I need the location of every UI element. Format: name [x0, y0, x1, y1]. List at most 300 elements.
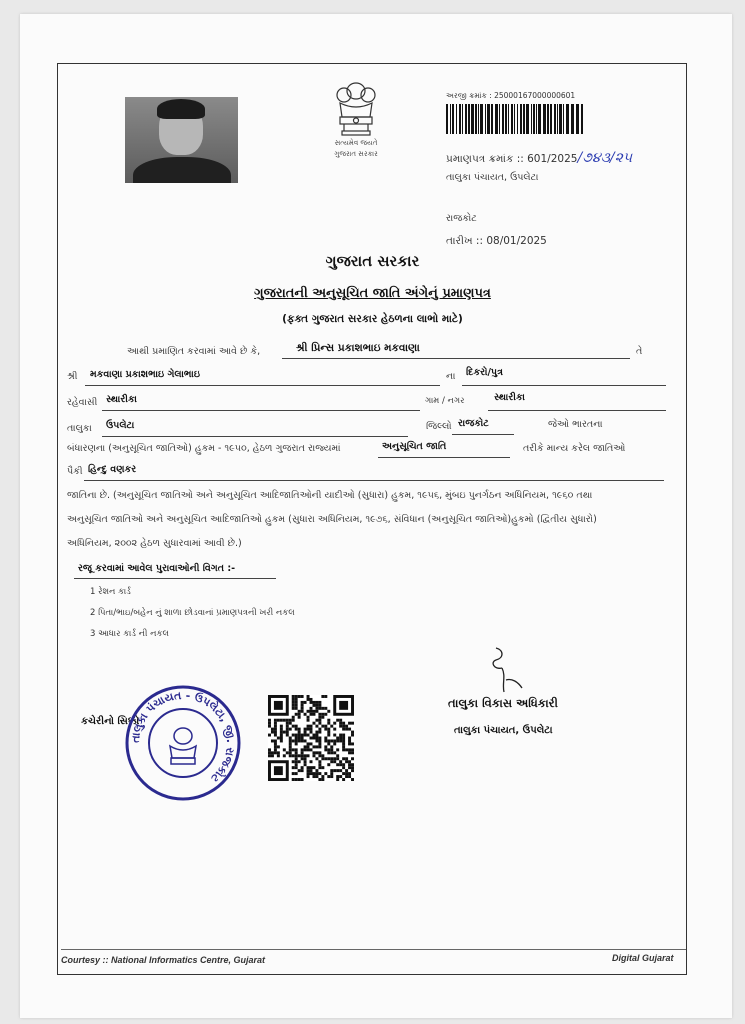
qr-module [310, 760, 313, 763]
qr-module [289, 751, 292, 754]
qr-module [289, 748, 292, 751]
qr-module [295, 763, 298, 766]
qr-module [277, 719, 280, 722]
qr-module [336, 719, 339, 722]
relation-underline [462, 385, 666, 386]
barcode-bar [475, 104, 477, 134]
qr-module [351, 742, 354, 745]
qr-module [274, 731, 277, 734]
barcode-bar [536, 104, 537, 134]
qr-module [312, 772, 315, 775]
qr-module [280, 731, 283, 734]
qr-module [327, 719, 330, 722]
qr-module [318, 772, 321, 775]
qr-module [289, 745, 292, 748]
qr-module [324, 695, 327, 698]
shri-word: શ્રી [67, 371, 78, 382]
barcode-bar [450, 104, 451, 134]
qr-module [277, 745, 280, 748]
qr-module [295, 734, 298, 737]
barcode-bar [531, 104, 532, 134]
qr-module [345, 725, 348, 728]
qr-module [271, 751, 274, 754]
qr-module [301, 748, 304, 751]
qr-module [307, 766, 310, 769]
qr-module [286, 719, 289, 722]
qr-module [339, 722, 342, 725]
qr-module [268, 751, 271, 754]
qr-module [274, 766, 283, 775]
qr-module [289, 719, 292, 722]
qr-module [280, 734, 283, 737]
qr-module [295, 713, 298, 716]
qr-module [336, 775, 339, 778]
qr-module [318, 707, 321, 710]
qr-module [318, 760, 321, 763]
qr-module [307, 725, 310, 728]
qr-module [348, 751, 351, 754]
qr-module [268, 725, 271, 728]
qr-module [292, 719, 295, 722]
barcode-bar [526, 104, 529, 134]
barcode-bar [495, 104, 498, 134]
barcode-bar [485, 104, 486, 134]
barcode [446, 104, 584, 134]
qr-module [315, 725, 318, 728]
qr-module [274, 728, 277, 731]
qr-module [339, 769, 342, 772]
qr-module [310, 713, 313, 716]
qr-module [315, 769, 318, 772]
legal-paragraph-line: જાતિના છે. (અનુસૂચિત જાતિઓ અને અનુસૂચિત આદિજાતિઓની યાદીઓ (સુધારા) હુકમ, ૧૯૫૬, મુંબઇ પુનર્ગઠન અધિનિયમ, ૧૯૬૦ તથા [67, 490, 593, 501]
barcode-bar [502, 104, 504, 134]
qr-module [271, 731, 274, 734]
barcode-bar [480, 104, 483, 134]
qr-module [268, 734, 271, 737]
barcode-bar [505, 104, 507, 134]
qr-module [304, 745, 307, 748]
qr-module [274, 751, 277, 754]
qr-module [307, 775, 310, 778]
qr-module [295, 766, 298, 769]
qr-module [336, 748, 339, 751]
qr-module [315, 772, 318, 775]
constitution-text: બંધારણના (અનુસૂચિત જાતિઓ) હુકમ - ૧૯૫૦, હેઠળ ગુજરાત રાજ્યમાં [67, 443, 341, 454]
qr-module [277, 751, 280, 754]
qr-module [327, 748, 330, 751]
qr-module [280, 737, 283, 740]
qr-module [312, 734, 315, 737]
qr-module [339, 737, 342, 740]
qr-module [312, 710, 315, 713]
qr-module [307, 698, 310, 701]
issue-date: તારીખ :: 08/01/2025 [446, 235, 547, 247]
qr-module [307, 772, 310, 775]
qr-module [330, 769, 333, 772]
qr-module [324, 728, 327, 731]
qr-module [310, 725, 313, 728]
qr-module [348, 728, 351, 731]
qr-module [324, 707, 327, 710]
barcode-bar [452, 104, 454, 134]
qr-module [342, 739, 345, 742]
barcode-bar [550, 104, 552, 134]
qr-module [292, 695, 295, 698]
qr-module [345, 748, 348, 751]
qr-module [274, 719, 277, 722]
qr-module [280, 725, 283, 728]
qr-module [301, 737, 304, 740]
qr-module [304, 760, 307, 763]
state-emblem-icon [326, 77, 386, 137]
qr-module [283, 731, 286, 734]
barcode-bar [508, 104, 509, 134]
qr-module [312, 701, 315, 704]
qr-module [298, 716, 301, 719]
qr-module [351, 769, 354, 772]
qr-module [342, 742, 345, 745]
qr-module [330, 772, 333, 775]
barcode-bar [456, 104, 457, 134]
qr-module [333, 734, 336, 737]
legal-paragraph-line: અધિનિયમ, ૨૦૦૨ હેઠળ સુધારવામાં આવી છે.) [67, 538, 242, 549]
qr-module [295, 698, 298, 701]
qr-module [321, 778, 324, 781]
qr-module [307, 710, 310, 713]
qr-module [298, 769, 301, 772]
qr-module [312, 737, 315, 740]
qr-module [348, 737, 351, 740]
qr-module [345, 757, 348, 760]
barcode-bar [554, 104, 556, 134]
header-district: રાજકોટ [446, 213, 477, 224]
qr-module [318, 713, 321, 716]
qr-module [277, 754, 280, 757]
qr-module [301, 701, 304, 704]
qr-module [321, 725, 324, 728]
qr-module [298, 778, 301, 781]
qr-module [336, 754, 339, 757]
footer-courtesy: Courtesy :: National Informatics Centre, Gujarat [61, 955, 266, 965]
office-seal-label: કચેરીનો સિક્કો [81, 716, 140, 727]
qr-module [310, 772, 313, 775]
qr-module [315, 719, 318, 722]
qr-module [301, 739, 304, 742]
qr-module [286, 725, 289, 728]
qr-module [321, 754, 324, 757]
certify-prefix: આથી પ્રમાણિત કરવામાં આવે છે કે, [127, 346, 261, 357]
qr-module [301, 734, 304, 737]
district-label: જિલ્લો [426, 421, 452, 432]
qr-module [348, 722, 351, 725]
barcode-bar [557, 104, 558, 134]
office-seal-stamp [124, 684, 242, 802]
legal-paragraph [67, 484, 677, 556]
qr-module [333, 769, 336, 772]
qr-module [342, 725, 345, 728]
qr-module [286, 751, 289, 754]
qr-module [342, 745, 345, 748]
qr-module [348, 766, 351, 769]
qr-module [295, 737, 298, 740]
evidence-item: 3 આધાર કાર્ડ ની નકલ [90, 629, 169, 639]
qr-module [318, 704, 321, 707]
qr-module [301, 707, 304, 710]
category-underline [378, 457, 510, 458]
qr-module [289, 739, 292, 742]
barcode-bar [576, 104, 579, 134]
name-underline [282, 358, 630, 359]
qr-module [327, 739, 330, 742]
qr-module [327, 742, 330, 745]
barcode-bar [581, 104, 583, 134]
qr-module [292, 707, 295, 710]
qr-module [330, 757, 333, 760]
qr-module [315, 737, 318, 740]
qr-module [295, 725, 298, 728]
qr-module [286, 734, 289, 737]
qr-module [351, 734, 354, 737]
qr-module [307, 719, 310, 722]
taluka-label: તાલુકા [67, 423, 92, 434]
qr-module [310, 707, 313, 710]
qr-module [312, 704, 315, 707]
qr-module [307, 754, 310, 757]
qr-module [315, 734, 318, 737]
qr-module [301, 751, 304, 754]
resident-underline [102, 410, 420, 411]
qr-module [301, 704, 304, 707]
qr-module [298, 739, 301, 742]
qr-module [321, 713, 324, 716]
barcode-bar [514, 104, 515, 134]
qr-module [318, 716, 321, 719]
office-line: તાલુકા પંચાયત, ઉપલેટા [446, 172, 539, 183]
qr-module [330, 739, 333, 742]
qr-module [295, 728, 298, 731]
qr-module [310, 701, 313, 704]
qr-module [342, 734, 345, 737]
qr-module [301, 754, 304, 757]
qr-module [312, 751, 315, 754]
qr-module [292, 698, 295, 701]
qr-module [348, 775, 351, 778]
qr-module [315, 704, 318, 707]
barcode-bar [459, 104, 461, 134]
qr-module [286, 722, 289, 725]
qr-module [268, 722, 271, 725]
qr-module [327, 763, 330, 766]
relation: દિકરો/પુત્ર [466, 367, 503, 378]
village-label: ગામ / નગર [425, 396, 465, 406]
qr-module [348, 760, 351, 763]
qr-module [280, 719, 283, 722]
qr-module [318, 722, 321, 725]
qr-module [336, 757, 339, 760]
qr-module [301, 757, 304, 760]
na-word: ના [446, 371, 456, 382]
qr-module [330, 748, 333, 751]
qr-module [295, 748, 298, 751]
qr-module [304, 731, 307, 734]
qr-module [307, 716, 310, 719]
verification-qr-code [268, 695, 354, 781]
qr-module [342, 722, 345, 725]
qr-module [336, 737, 339, 740]
qr-module [342, 778, 345, 781]
qr-module [315, 739, 318, 742]
qr-module [310, 698, 313, 701]
qr-module [333, 722, 336, 725]
qr-module [345, 760, 348, 763]
qr-module [280, 728, 283, 731]
qr-module [339, 734, 342, 737]
qr-module [295, 704, 298, 707]
qr-module [307, 728, 310, 731]
barcode-bar [571, 104, 574, 134]
qr-module [307, 748, 310, 751]
qr-module [271, 728, 274, 731]
qr-module [304, 748, 307, 751]
qr-module [342, 737, 345, 740]
qr-module [312, 775, 315, 778]
qr-module [324, 739, 327, 742]
barcode-bar [478, 104, 479, 134]
caste-label: પૈકી [67, 466, 83, 477]
qr-module [292, 754, 295, 757]
qr-module [277, 737, 280, 740]
qr-module [298, 734, 301, 737]
certificate-number [446, 150, 632, 166]
qr-module [310, 748, 313, 751]
barcode-bar [566, 104, 569, 134]
qr-module [295, 707, 298, 710]
barcode-bar [462, 104, 463, 134]
caste-value: હિન્દુ વણકર [88, 464, 137, 475]
qr-module [289, 728, 292, 731]
qr-module [324, 725, 327, 728]
qr-module [318, 763, 321, 766]
qr-module [318, 742, 321, 745]
applicant-name: શ્રી પ્રિન્સ પ્રકાશભાઇ મકવાણા [296, 342, 420, 354]
qr-module [274, 734, 277, 737]
qr-module [298, 760, 301, 763]
qr-module [315, 731, 318, 734]
qr-module [348, 739, 351, 742]
qr-module [324, 745, 327, 748]
emblem-label: ગુજરાત સરકાર [334, 150, 378, 158]
qr-module [271, 754, 274, 757]
qr-module [324, 713, 327, 716]
qr-module [280, 739, 283, 742]
qr-module [301, 778, 304, 781]
qr-module [321, 707, 324, 710]
recognized-suffix: તરીકે માન્ય કરેલ જાતિઓ [523, 443, 626, 454]
qr-module [333, 739, 336, 742]
qr-module [351, 757, 354, 760]
qr-module [298, 731, 301, 734]
qr-module [318, 766, 321, 769]
qr-module [292, 766, 295, 769]
barcode-bar [465, 104, 467, 134]
qr-module [336, 763, 339, 766]
village-value: સ્થારીકા [494, 392, 525, 403]
qr-module [298, 754, 301, 757]
qr-module [315, 775, 318, 778]
qr-module [324, 757, 327, 760]
qr-module [342, 757, 345, 760]
qr-module [301, 710, 304, 713]
qr-module [304, 701, 307, 704]
qr-module [327, 710, 330, 713]
barcode-bar [499, 104, 500, 134]
evidence-underline [74, 578, 276, 579]
qr-module [307, 769, 310, 772]
qr-module [298, 695, 301, 698]
qr-module [274, 742, 277, 745]
certificate-number-label: પ્રમાણપત્ર ક્રમાંક :: 601/2025 [446, 153, 578, 165]
qr-module [307, 734, 310, 737]
qr-module [304, 734, 307, 737]
qr-module [321, 766, 324, 769]
barcode-bar [538, 104, 541, 134]
certificate-title: ગુજરાતની અનુસૂચિત જાતિ અંગેનું પ્રમાણપત્ર [254, 286, 491, 301]
qr-module [292, 716, 295, 719]
signatory-designation: તાલુકા વિકાસ અધિકારી [448, 696, 558, 710]
barcode-bar [520, 104, 522, 134]
qr-module [310, 742, 313, 745]
qr-module [327, 775, 330, 778]
qr-module [304, 739, 307, 742]
qr-module [292, 725, 295, 728]
qr-module [339, 763, 342, 766]
qr-module [333, 757, 336, 760]
qr-module [351, 763, 354, 766]
qr-module [295, 778, 298, 781]
qr-module [307, 695, 310, 698]
government-title: ગુજરાત સરકાર [325, 252, 420, 270]
resident-label: રહેવાસી [67, 397, 98, 408]
qr-module [310, 710, 313, 713]
qr-module [312, 722, 315, 725]
qr-module [327, 751, 330, 754]
barcode-bar [547, 104, 549, 134]
qr-module [342, 748, 345, 751]
parent-underline [85, 385, 440, 386]
district-underline [452, 434, 514, 435]
qr-module [283, 719, 286, 722]
footer-divider [61, 949, 686, 950]
signature-mark [482, 644, 532, 694]
barcode-bar [543, 104, 546, 134]
qr-module [292, 704, 295, 707]
qr-module [339, 725, 342, 728]
qr-module [318, 728, 321, 731]
qr-module [295, 751, 298, 754]
qr-module [307, 742, 310, 745]
qr-module [330, 745, 333, 748]
qr-module [351, 751, 354, 754]
qr-module [315, 751, 318, 754]
category-value: અનુસૂચિત જાતિ [382, 441, 447, 452]
qr-module [327, 731, 330, 734]
qr-module [295, 754, 298, 757]
qr-module [301, 766, 304, 769]
qr-module [321, 775, 324, 778]
qr-module [292, 739, 295, 742]
barcode-bar [468, 104, 470, 134]
qr-module [268, 754, 271, 757]
